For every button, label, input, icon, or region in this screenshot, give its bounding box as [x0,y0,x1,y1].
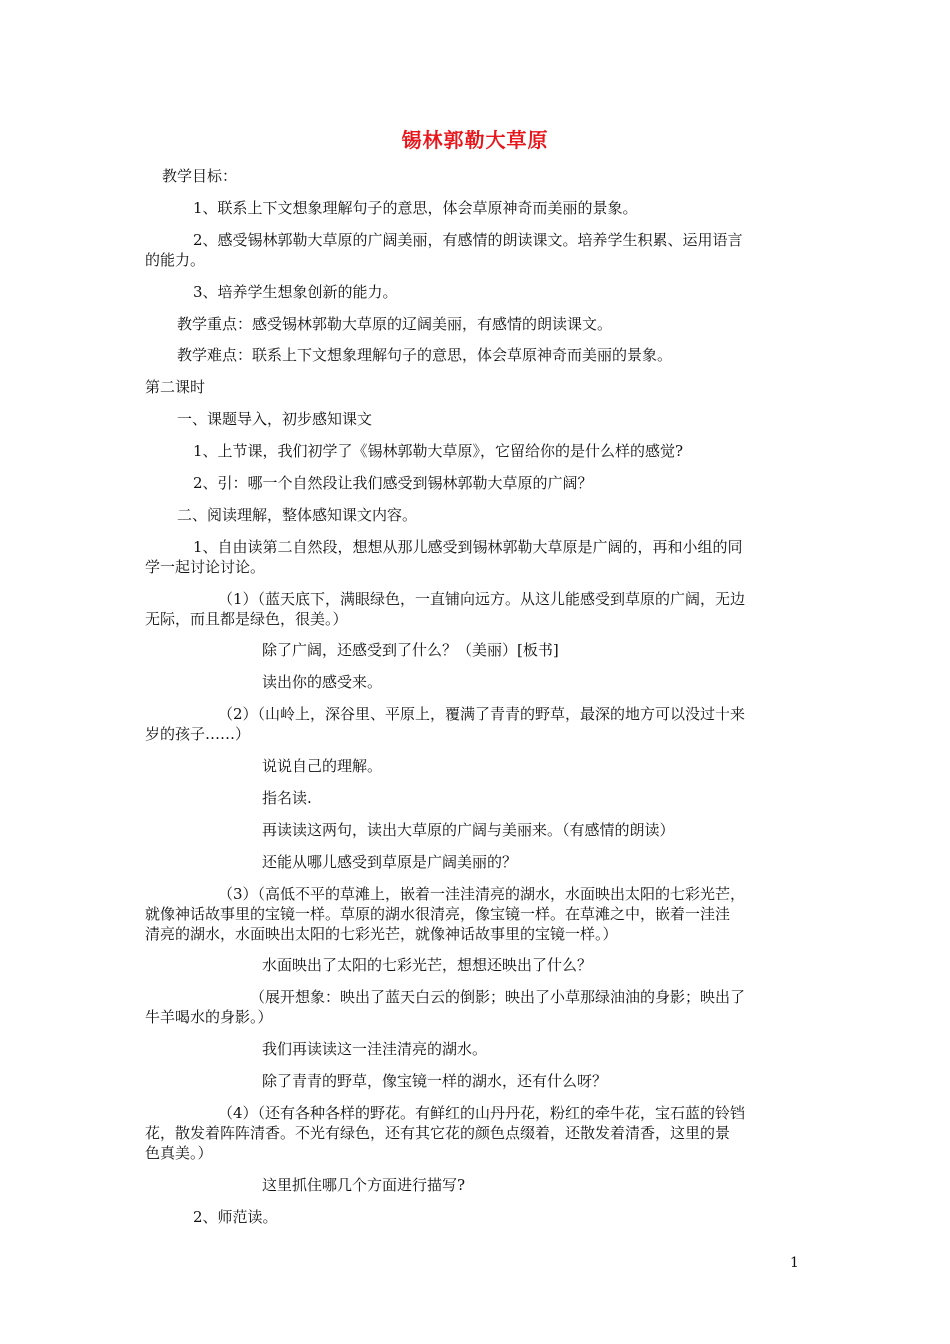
text-line: 除了青青的野草，像宝镜一样的湖水，还有什么呀？ [262,1072,608,1090]
text-line: 的能力。 [145,251,206,269]
text-line: 说说自己的理解。 [262,757,383,775]
text-line: 岁的孩子……） [145,725,251,743]
text-line: 2、师范读。 [193,1208,278,1226]
text-line: 教学重点：感受锡林郭勒大草原的辽阔美丽，有感情的朗读课文。 [177,315,613,333]
text-line: 无际，而且都是绿色，很美。） [145,610,348,628]
text-line: 指名读. [262,789,312,807]
section-heading: 一、课题导入，初步感知课文 [177,410,373,428]
text-line: 清亮的湖水，水面映出太阳的七彩光芒，就像神话故事里的宝镜一样。） [145,925,618,943]
page-number: 1 [790,1255,799,1271]
section-heading: 二、阅读理解，整体感知课文内容。 [177,506,418,524]
text-line: 还能从哪儿感受到草原是广阔美丽的？ [262,853,518,871]
text-line: 再读读这两句，读出大草原的广阔与美丽来。（有感情的朗读） [262,821,675,839]
text-line: （2）（山岭上，深谷里、平原上，覆满了青青的野草，最深的地方可以没过十来 [218,705,746,723]
document-title: 锡林郭勒大草原 [401,128,549,152]
text-line: 色真美。） [145,1144,213,1162]
text-line: 3、培养学生想象创新的能力。 [193,283,398,301]
text-line: 水面映出了太阳的七彩光芒，想想还映出了什么？ [262,956,593,974]
text-line: 2、引：哪一个自然段让我们感受到锡林郭勒大草原的广阔？ [193,474,593,492]
text-line: 2、感受锡林郭勒大草原的广阔美丽，有感情的朗读课文。培养学生积累、运用语言 [193,231,743,249]
text-line: 1、自由读第二自然段，想想从那儿感受到锡林郭勒大草原是广阔的，再和小组的同 [193,538,743,556]
text-line: 教学难点：联系上下文想象理解句子的意思，体会草原神奇而美丽的景象。 [177,346,673,364]
text-line: 牛羊喝水的身影。） [145,1008,273,1026]
text-line: （1）（蓝天底下，满眼绿色，一直铺向远方。从这儿能感受到草原的广阔，无边 [218,590,746,608]
text-line: 花，散发着阵阵清香。不光有绿色，还有其它花的颜色点缀着，还散发着清香，这里的景 [145,1124,731,1142]
section-heading: 第二课时 [145,378,206,396]
text-line: 我们再读读这一洼洼清亮的湖水。 [262,1040,488,1058]
text-line: 教学目标： [162,167,238,185]
text-line: （4）（还有各种各样的野花。有鲜红的山丹丹花，粉红的牵牛花，宝石蓝的铃铛 [218,1104,746,1122]
text-line: 1、上节课，我们初学了《锡林郭勒大草原》，它留给你的是什么样的感觉? [193,442,684,460]
text-line: （展开想象：映出了蓝天白云的倒影；映出了小草那绿油油的身影；映出了 [250,988,746,1006]
text-line: 1、联系上下文想象理解句子的意思，体会草原神奇而美丽的景象。 [193,199,638,217]
text-line: 读出你的感受来。 [262,673,383,691]
text-line: 除了广阔，还感受到了什么？（美丽）[板书] [262,641,559,659]
text-line: （3）（高低不平的草滩上，嵌着一洼洼清亮的湖水，水面映出太阳的七彩光芒， [218,885,746,903]
text-line: 学一起讨论讨论。 [145,558,266,576]
text-line: 这里抓住哪几个方面进行描写? [262,1176,466,1194]
text-line: 就像神话故事里的宝镜一样。草原的湖水很清亮，像宝镜一样。在草滩之中，嵌着一洼洼 [145,905,731,923]
